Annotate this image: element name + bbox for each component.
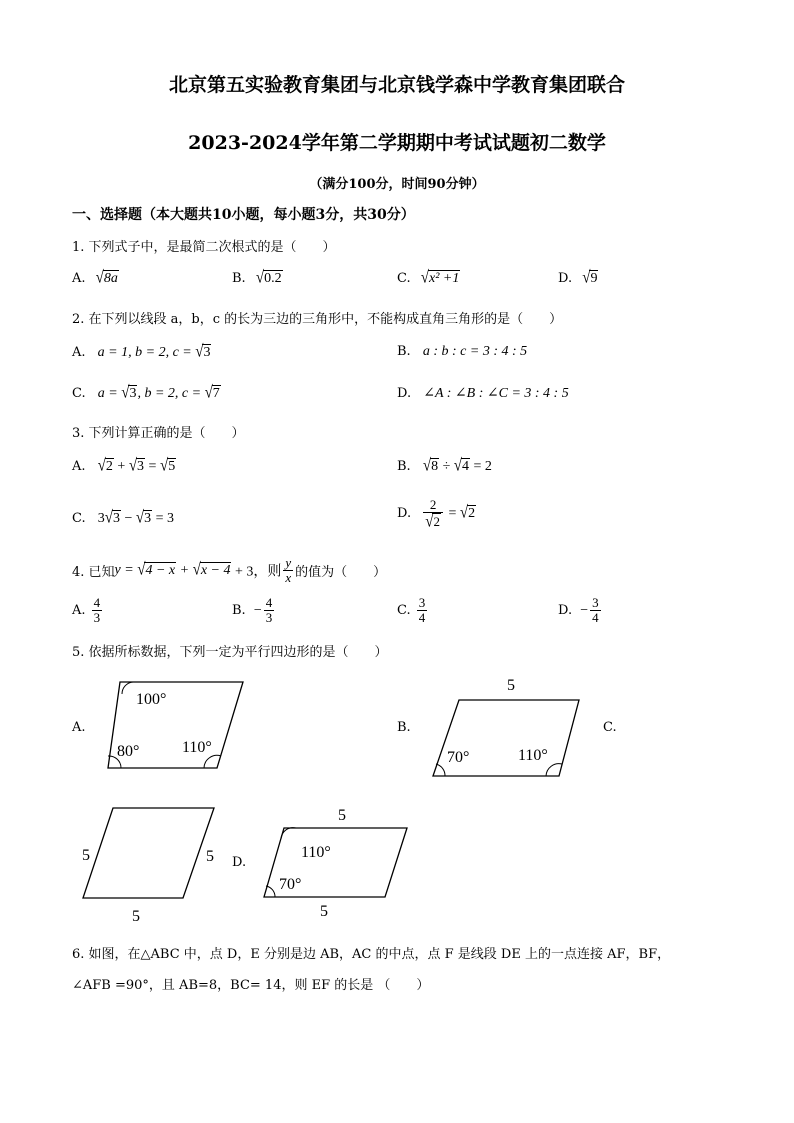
option-label: B.: [232, 271, 246, 286]
q5-label-b: B.: [397, 720, 411, 735]
radicand: 2: [105, 459, 113, 474]
numerator: 4: [93, 595, 101, 610]
option-label: C.: [72, 386, 86, 401]
radicand: x² +1: [429, 271, 460, 286]
angle-label: 70°: [447, 749, 470, 766]
q5-stem: 5. 依据所标数据，下列一定为平行四边形的是（ ）: [72, 645, 388, 660]
sign: −: [253, 602, 262, 618]
denominator: 4: [418, 610, 426, 625]
radicand: 8a: [103, 271, 118, 286]
q2-option-a: A. a = 1, b = 2, c = √3: [72, 342, 211, 362]
q5-label-d: D.: [232, 855, 247, 870]
radicand: 5: [168, 459, 176, 474]
q1-option-a: A. √8a: [72, 268, 118, 288]
fraction: $\frac{2}{√2}$: [423, 498, 443, 529]
numerator: 2: [423, 498, 443, 513]
radicand: 9: [590, 271, 598, 286]
q5-label-c: C.: [603, 720, 617, 735]
q4-option-a: [72, 596, 104, 625]
stem-text: 的值为（ ）: [295, 565, 387, 580]
side-label: 5: [206, 848, 214, 865]
option-label: D.: [397, 506, 412, 521]
radicand: 2: [468, 506, 476, 521]
side-label: 5: [82, 847, 90, 864]
coefficient: 3: [97, 511, 105, 526]
q1-option-c: C. √x² +1: [397, 268, 460, 288]
expression: y =: [114, 562, 138, 578]
side-label: 5: [132, 908, 140, 925]
expression: , b = 2, c =: [137, 386, 205, 401]
numerator: 3: [418, 595, 426, 610]
operator: ÷: [439, 459, 454, 474]
figure-b-quadrilateral: [425, 672, 590, 782]
numerator: 3: [592, 595, 599, 610]
angle-label: 110°: [518, 747, 548, 764]
option-label: C.: [397, 603, 411, 618]
q4-option-d: [558, 596, 603, 625]
expression: + 3，则: [231, 564, 282, 580]
fraction: [264, 596, 275, 625]
operator: −: [121, 511, 136, 526]
radicand: 0.2: [264, 271, 282, 286]
operator: = 2: [469, 459, 492, 474]
denominator: 3: [265, 610, 273, 625]
option-label: B.: [232, 603, 246, 618]
sign: −: [580, 602, 589, 618]
option-label: C.: [397, 271, 411, 286]
option-label: B.: [397, 459, 411, 474]
angle-label: 110°: [301, 844, 331, 861]
stem-text: 4. 已知: [72, 565, 115, 580]
q6-line2: ∠AFB =90°，且 AB=8，BC= 14，则 EF 的长是 （ ）: [72, 978, 430, 993]
angle-arc: [122, 682, 133, 694]
option-label: A.: [72, 459, 86, 474]
fraction: [283, 556, 293, 585]
radicand: 3: [129, 386, 137, 401]
angle-label: 70°: [279, 876, 302, 893]
option-label: D.: [397, 386, 412, 401]
option-label: A.: [72, 603, 86, 618]
angle-label: 110°: [182, 739, 212, 756]
numerator: 4: [265, 595, 273, 610]
expression: ∠A : ∠B : ∠C = 3 : 4 : 5: [423, 386, 569, 401]
q3-option-a: A. √2 + √3 = √5: [72, 456, 176, 476]
figure-a-quadrilateral: [100, 676, 250, 776]
q6-line1: 6. 如图，在△ABC 中，点 D，E 分别是边 AB，AC 的中点，点 F 是线段 DE 上的一点连接 AF，BF，: [72, 947, 671, 962]
q3-option-c: C. 3√3 − √3 = 3: [72, 508, 175, 528]
q5-label-a: A.: [72, 720, 86, 735]
option-label: B.: [397, 344, 411, 359]
radicand: 4 − x: [145, 563, 176, 578]
operator: =: [145, 459, 160, 474]
operator: = 3: [152, 511, 175, 526]
option-label: D.: [558, 271, 573, 286]
exam-title-line1: 北京第五实验教育集团与北京钱学森中学教育集团联合: [168, 74, 625, 96]
radicand: 7: [212, 386, 220, 401]
expression: a = 1, b = 2, c =: [97, 345, 196, 360]
radicand: x − 4: [200, 563, 231, 578]
exam-subtitle: （满分100分，时间90分钟）: [309, 177, 485, 192]
q1-option-d: D. √9: [558, 268, 598, 288]
q3-option-d: D. $\frac{2}{√2}$ = √2: [397, 497, 476, 532]
q3-option-b: B. √8 ÷ √4 = 2: [397, 456, 492, 476]
radicand: 4: [461, 459, 469, 474]
q4-option-b: [232, 596, 276, 625]
expression: a =: [97, 386, 122, 401]
option-label: A.: [72, 345, 86, 360]
figure-d-quadrilateral: [256, 800, 416, 925]
q2-stem: 2. 在下列以线段 a，b，c 的长为三边的三角形中，不能构成直角三角形的是（ ）: [72, 312, 563, 327]
figure-c-quadrilateral: [76, 800, 226, 930]
fraction: [417, 596, 428, 625]
angle-label: 80°: [117, 743, 140, 760]
denominator: x: [285, 570, 292, 585]
fraction: [92, 596, 103, 625]
expression: a : b : c = 3 : 4 : 5: [422, 344, 528, 359]
fraction: [590, 596, 601, 625]
radicand: 3: [137, 459, 145, 474]
option-label: D.: [558, 603, 573, 618]
denominator: 4: [592, 610, 599, 625]
angle-arc: [436, 764, 445, 776]
q4-option-c: [397, 596, 429, 625]
radicand: 3: [203, 345, 211, 360]
denominator: 3: [93, 610, 101, 625]
exam-title-line2: 2023-2024学年第二学期期中考试试题初二数学: [188, 132, 606, 154]
side-label: 5: [338, 807, 346, 824]
radicand: 3: [113, 511, 120, 526]
operator: =: [444, 506, 460, 521]
option-label: A.: [72, 271, 86, 286]
numerator: y: [285, 555, 292, 570]
radicand: 2: [433, 514, 440, 529]
side-label: 5: [507, 677, 515, 694]
operator: +: [113, 459, 129, 474]
radicand: 8: [431, 459, 439, 474]
q1-stem: 1. 下列式子中，是最简二次根式的是（ ）: [72, 240, 336, 255]
q1-option-b: B. √0.2: [232, 268, 282, 288]
section-heading: 一、选择题（本大题共10小题，每小题3分，共30分）: [72, 207, 415, 223]
quadrilateral-shape: [83, 808, 214, 898]
option-label: C.: [72, 511, 86, 526]
q2-option-c: C. a = √3, b = 2, c = √7: [72, 383, 220, 403]
q2-option-d: [397, 385, 569, 402]
q4-stem: 4. 已知y = √4 − x + √x − 4 + 3，则 $\frac{y}{x}$ 的值为（ ）: [72, 555, 387, 585]
side-label: 5: [320, 903, 328, 920]
operator: +: [176, 563, 193, 578]
q3-stem: 3. 下列计算正确的是（ ）: [72, 426, 245, 441]
angle-label: 100°: [136, 691, 167, 708]
radicand: 3: [144, 511, 152, 526]
q2-option-b: [397, 344, 527, 360]
